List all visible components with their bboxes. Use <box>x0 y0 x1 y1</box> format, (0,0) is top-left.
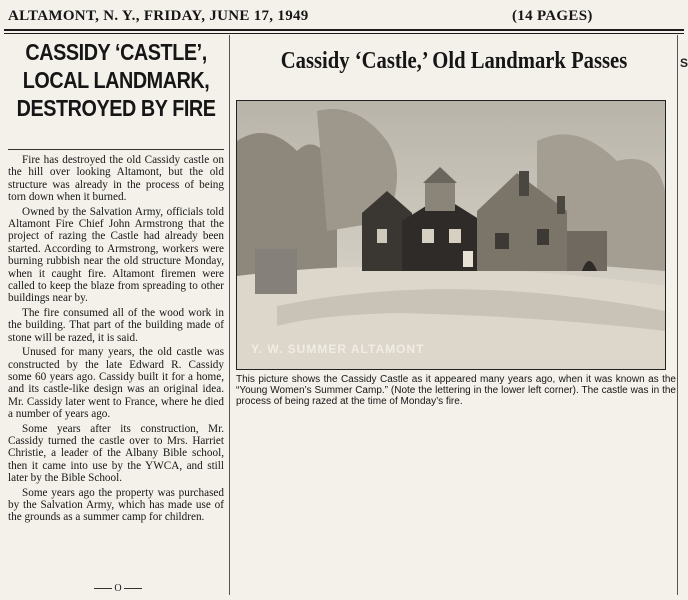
headline-rule <box>8 149 224 150</box>
castle-photo <box>236 100 666 370</box>
headline-line: LOCAL LANDMARK, <box>22 67 210 93</box>
article-end-mark <box>88 584 148 594</box>
article-paragraph: Owned by the Salvation Army, officials told Altamont Fire Chief John Armstrong that the project of razing the Castle had already been started. According to Armstrong, workers were burning rubbish near the old structure Monday, when it caught fire. Altamont firemen were called to keep the blaze from spreading to other buildings near by. <box>8 205 224 305</box>
column-separator-right <box>677 35 678 595</box>
headline-line: DESTROYED BY FIRE <box>16 95 216 121</box>
column-separator <box>229 35 230 595</box>
photo-caption: This picture shows the Cassidy Castle as it appeared many years ago, when it was known as the “Young Women’s Summer Camp.” (Note the lettering in the lower left corner). The castle was in the process of being razed at the time of Monday’s fire. <box>236 374 676 408</box>
photo-lettering: Y. W. SUMMER ALTAMONT <box>251 342 425 356</box>
article-paragraph: The fire consumed all of the wood work in the building. That part of the building made of stone will be razed, it is said. <box>8 306 224 344</box>
end-mark-glyph: O <box>114 583 122 594</box>
adjacent-column-fragment: S <box>680 56 688 70</box>
article-paragraph: Fire has destroyed the old Cassidy castle on the hill over looking Altamont, but the old structure was already in the process of being torn down when it burned. <box>8 154 224 204</box>
masthead-place-date: ALTAMONT, N. Y., FRIDAY, JUNE 17, 1949 <box>8 8 309 24</box>
masthead-page-count: (14 PAGES) <box>512 8 593 24</box>
article-body <box>8 154 224 526</box>
article-paragraph: Some years after its construction, Mr. Cassidy turned the castle over to Mrs. Harriet Christie, a leader of the Albany Bible school, then it came into use by the YWCA, and still later by the Bible School. <box>8 422 224 485</box>
masthead-rule <box>4 29 684 31</box>
article-paragraph: Some years ago the property was purchased by the Salvation Army, which has made use of the grounds as a summer camp for children. <box>8 486 224 524</box>
article-paragraph: Unused for many years, the old castle was constructed by the late Edward R. Cassidy some 60 years ago. Cassidy built it for a home, and its castle-like design was an original idea. Mr. Cassidy later went to France, where he died a number of years ago. <box>8 346 224 421</box>
castle-photo-illustration <box>237 101 665 369</box>
masthead <box>0 6 688 28</box>
photo-title: Cassidy ‘Castle,’ Old Landmark Passes <box>280 48 628 74</box>
article-headline <box>6 38 226 122</box>
headline-line: CASSIDY ‘CASTLE’, <box>25 39 207 65</box>
masthead-rule-thin <box>4 33 684 34</box>
